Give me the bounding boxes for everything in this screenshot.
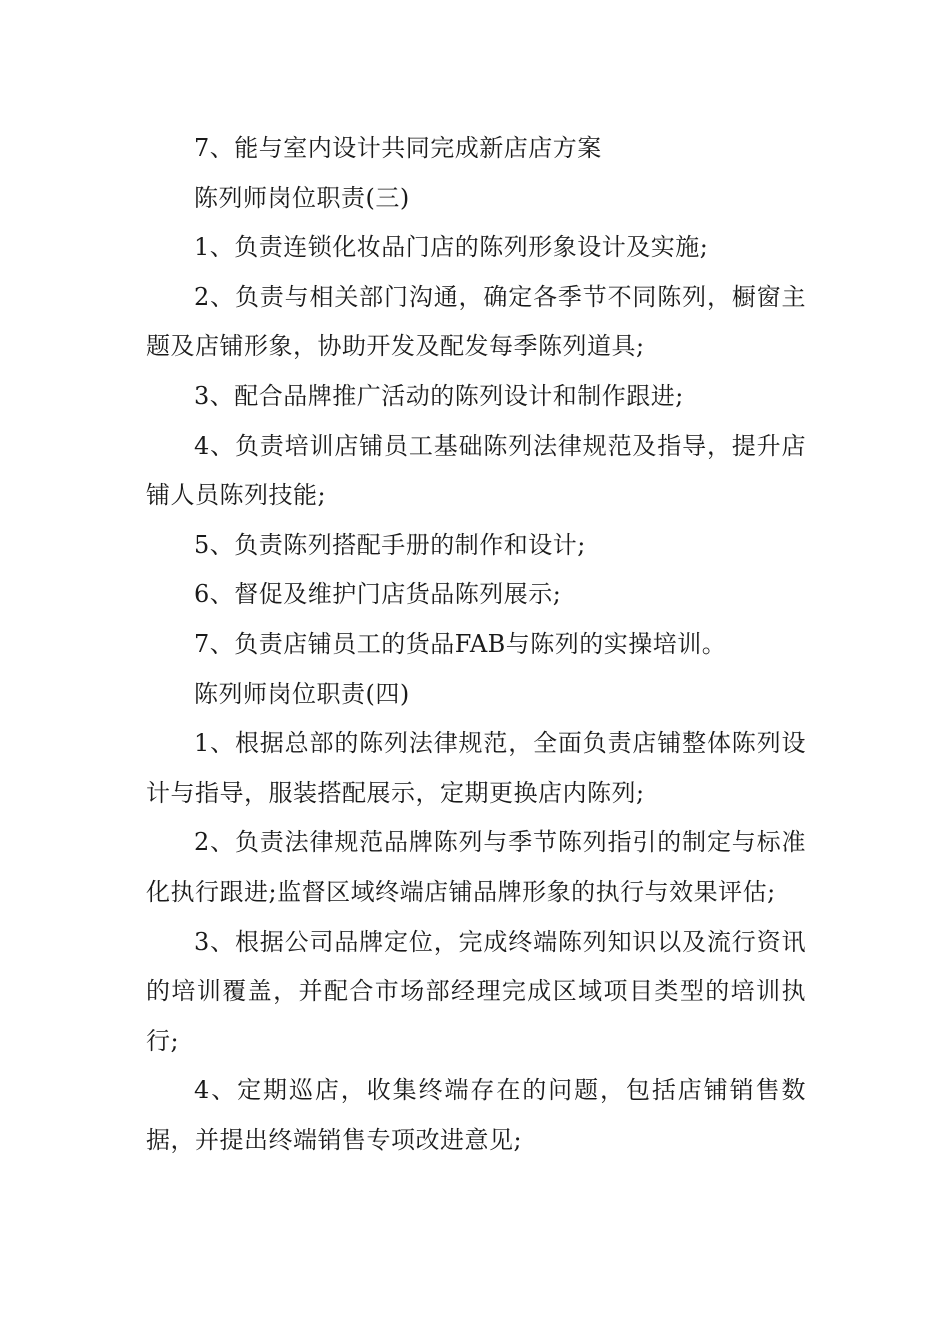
document-body	[146, 124, 806, 1165]
paragraph-duty-3-4: 4、负责培训店铺员工基础陈列法律规范及指导，提升店铺人员陈列技能;	[146, 431, 806, 510]
paragraph-duty-3-3: 3、配合品牌推广活动的陈列设计和制作跟进;	[194, 381, 684, 410]
section-heading-duties-4: 陈列师岗位职责(四)	[194, 679, 410, 708]
paragraph-duty-4-1: 1、根据总部的陈列法律规范，全面负责店铺整体陈列设计与指导，服装搭配展示，定期更换店内陈列;	[146, 729, 806, 807]
paragraph-duty-4-3: 3、根据公司品牌定位，完成终端陈列知识以及流行资讯的培训覆盖，并配合市场部经理完成区域项目类型的培训执行;	[146, 927, 806, 1055]
paragraph-duty-3-1: 1、负责连锁化妆品门店的陈列形象设计及实施;	[194, 233, 709, 262]
paragraph-item-7-new-store-plan: 7、能与室内设计共同完成新店店方案	[194, 134, 602, 162]
paragraph-duty-4-2: 2、负责法律规范品牌陈列与季节陈列指引的制定与标准化执行跟进;监督区域终端店铺品牌形象的执行与效果评估;	[146, 828, 806, 906]
section-heading-duties-3: 陈列师岗位职责(三)	[194, 183, 410, 212]
paragraph-duty-3-7: 7、负责店铺员工的货品FAB与陈列的实操培训。	[194, 629, 727, 658]
paragraph-duty-3-2: 2、负责与相关部门沟通，确定各季节不同陈列，橱窗主题及店铺形象，协助开发及配发每季陈列道具;	[146, 282, 806, 361]
paragraph-duty-4-4: 4、定期巡店，收集终端存在的问题，包括店铺销售数据，并提出终端销售专项改进意见;	[146, 1076, 806, 1154]
paragraph-duty-3-5: 5、负责陈列搭配手册的制作和设计;	[194, 530, 586, 559]
paragraph-duty-3-6: 6、督促及维护门店货品陈列展示;	[194, 580, 562, 609]
